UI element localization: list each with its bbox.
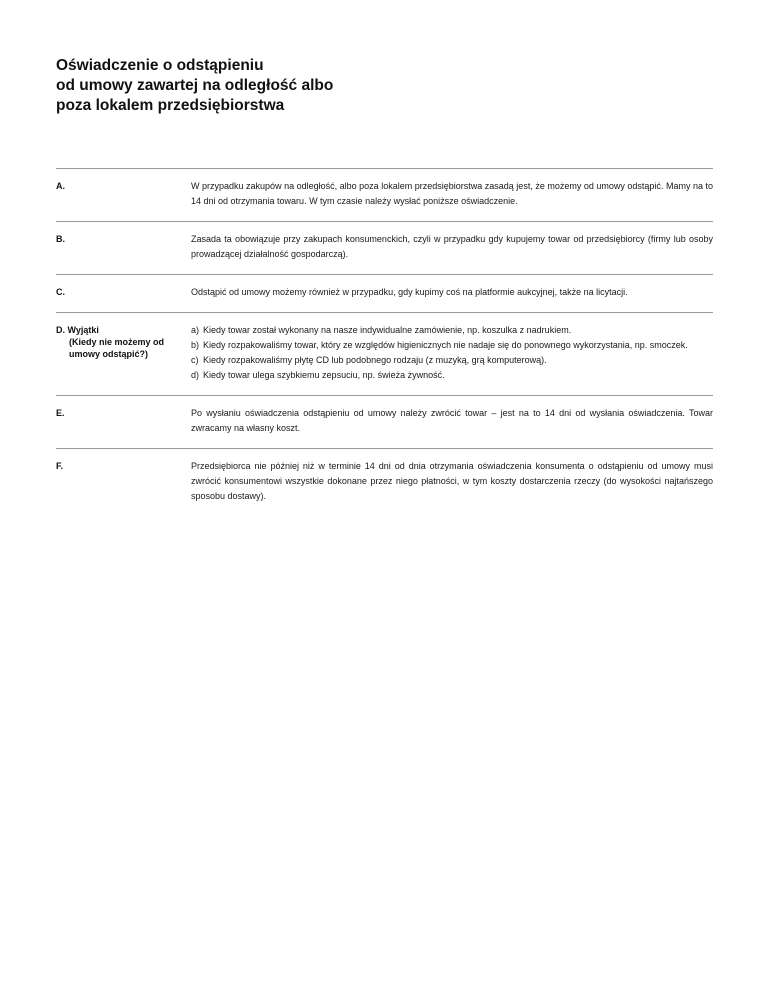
section-d-label-line-1: D. Wyjątki xyxy=(56,325,99,335)
list-item-marker: d) xyxy=(191,370,200,380)
section-e-label: E. xyxy=(56,408,65,418)
list-item-marker: c) xyxy=(191,355,199,365)
section-d-label xyxy=(56,323,191,383)
section-f-text: Przedsiębiorca nie później niż w terminie 14 dni od dnia otrzymania oświadczenia konsumenta o odstąpieniu od umowy musi zwrócić konsumentowi wszystkie dokonane przez niego płatności, w tym koszty dostarczenia rzeczy (do wysokości najtańszego sposobu dostawy). xyxy=(191,461,713,501)
section-b xyxy=(56,221,713,274)
section-e xyxy=(56,395,713,448)
section-c xyxy=(56,274,713,312)
section-d-label-line-2: (Kiedy nie możemy od xyxy=(69,337,165,347)
section-f-label: F. xyxy=(56,461,64,471)
list-item-marker: a) xyxy=(191,325,200,335)
section-d-content xyxy=(191,323,713,383)
title-line-3: poza lokalem przedsiębiorstwa xyxy=(56,97,285,114)
list-item xyxy=(191,368,713,383)
list-item xyxy=(191,323,713,338)
page-title xyxy=(56,56,476,116)
section-c-text: Odstąpić od umowy możemy również w przypadku, gdy kupimy coś na platformie aukcyjnej, także na licytacji. xyxy=(191,287,628,297)
section-d xyxy=(56,312,713,395)
section-c-label: C. xyxy=(56,287,65,297)
section-f xyxy=(56,448,713,516)
sections-table xyxy=(56,168,713,516)
section-d-label-line-3: umowy odstąpić?) xyxy=(69,349,149,359)
exceptions-list xyxy=(191,323,713,383)
list-item-text: Kiedy towar ulega szybkiemu zepsuciu, np. świeża żywność. xyxy=(203,370,445,380)
section-b-label: B. xyxy=(56,234,65,244)
list-item-text: Kiedy rozpakowaliśmy płytę CD lub podobnego rodzaju (z muzyką, grą komputerową). xyxy=(203,355,547,365)
section-a-text: W przypadku zakupów na odległość, albo poza lokalem przedsiębiorstwa zasadą jest, że możemy od umowy odstąpić. Mamy na to 14 dni od otrzymania towaru. W tym czasie należy wysłać poniższe oświadczenie. xyxy=(191,181,713,206)
title-line-1: Oświadczenie o odstąpieniu xyxy=(56,57,264,74)
list-item-text: Kiedy rozpakowaliśmy towar, który ze względów higienicznych nie nadaje się do ponownego wykorzystania, np. smoczek. xyxy=(203,340,688,350)
section-a-label: A. xyxy=(56,181,65,191)
list-item xyxy=(191,338,713,353)
section-b-text: Zasada ta obowiązuje przy zakupach konsumenckich, czyli w przypadku gdy kupujemy towar od przedsiębiorcy (firmy lub osoby prowadzącej działalność gospodarczą). xyxy=(191,234,713,259)
list-item xyxy=(191,353,713,368)
section-e-text: Po wysłaniu oświadczenia odstąpieniu od umowy należy zwrócić towar – jest na to 14 dni od wysłania oświadczenia. Towar zwracamy na własny koszt. xyxy=(191,408,713,433)
section-a xyxy=(56,168,713,221)
list-item-text: Kiedy towar został wykonany na nasze indywidualne zamówienie, np. koszulka z nadrukiem. xyxy=(203,325,572,335)
list-item-marker: b) xyxy=(191,340,200,350)
title-line-2: od umowy zawartej na odległość albo xyxy=(56,77,334,94)
